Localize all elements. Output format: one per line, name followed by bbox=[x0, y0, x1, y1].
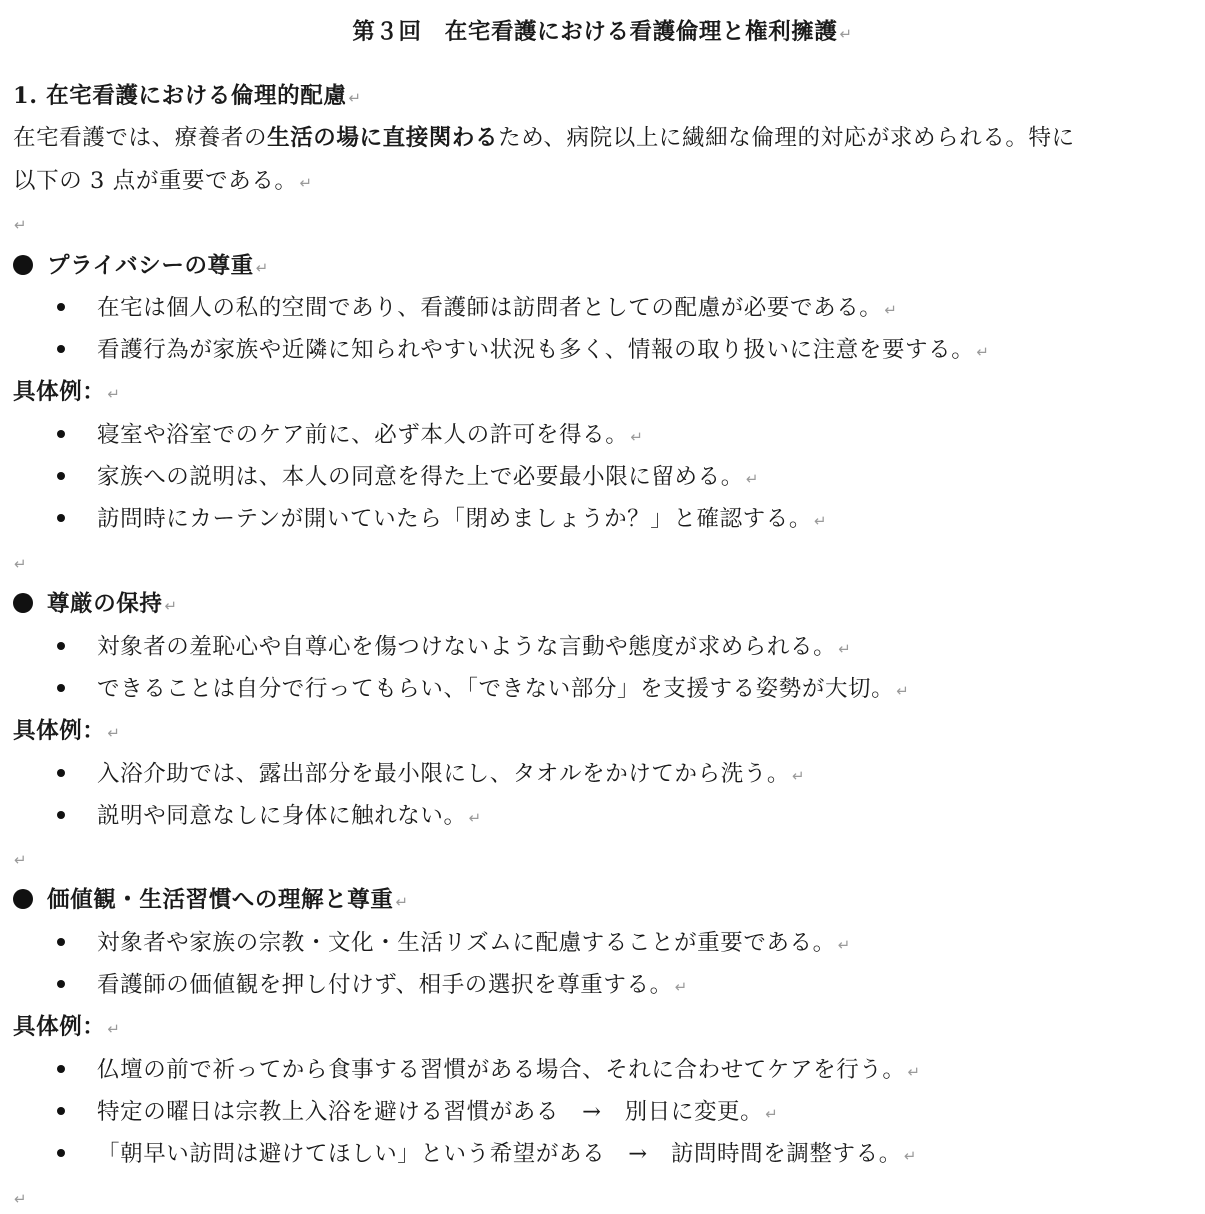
examples-label: 具体例： ↵ bbox=[13, 718, 121, 744]
list-item: 看護師の価値観を押し付けず、相手の選択を尊重する。 ↵ bbox=[57, 970, 688, 1002]
paragraph-mark: ↵ bbox=[348, 89, 362, 107]
bullet-icon bbox=[57, 1149, 65, 1157]
list-item: 家族への説明は、本人の同意を得た上で必要最小限に留める。 ↵ bbox=[57, 462, 759, 494]
list-item: 「朝早い訪問は避けてほしい」という希望がある → 訪問時間を調整する。 ↵ bbox=[57, 1139, 917, 1171]
list-item: できることは自分で行ってもらい、「できない部分」を支援する姿勢が大切。 ↵ bbox=[57, 674, 909, 706]
bullet-icon bbox=[13, 889, 33, 909]
bullet-icon bbox=[57, 980, 65, 988]
examples-label: 具体例： ↵ bbox=[13, 1014, 121, 1040]
list-item: 対象者や家族の宗教・文化・生活リズムに配慮することが重要である。 ↵ bbox=[57, 928, 851, 960]
empty-paragraph: ↵ bbox=[14, 1190, 28, 1208]
bullet-icon bbox=[57, 303, 65, 311]
list-item: 入浴介助では、露出部分を最小限にし、タオルをかけてから洗う。 ↵ bbox=[57, 759, 805, 791]
dignity-heading: 尊厳の保持 ↵ bbox=[13, 589, 178, 621]
privacy-heading: プライバシーの尊重 ↵ bbox=[13, 251, 269, 283]
emphasis-text: 生活の場に直接関わる bbox=[267, 125, 499, 151]
bullet-icon bbox=[57, 514, 65, 522]
paragraph-mark: ↵ bbox=[839, 25, 853, 43]
examples-label: 具体例： ↵ bbox=[13, 379, 121, 405]
bullet-icon bbox=[13, 593, 33, 613]
bullet-icon bbox=[57, 811, 65, 819]
document-title: 第３回 在宅看護における看護倫理と権利擁護 ↵ bbox=[352, 19, 853, 45]
bullet-icon bbox=[57, 1107, 65, 1115]
list-item: 説明や同意なしに身体に触れない。 ↵ bbox=[57, 801, 482, 833]
list-item: 対象者の羞恥心や自尊心を傷つけないような言動や態度が求められる。 ↵ bbox=[57, 632, 851, 664]
intro-line-1: 在宅看護では、療養者の生活の場に直接関わるため、病院以上に繊細な倫理的対応が求められる。特に bbox=[13, 125, 1075, 151]
list-item: 寝室や浴室でのケア前に、必ず本人の許可を得る。 ↵ bbox=[57, 420, 643, 452]
values-heading: 価値観・生活習慣への理解と尊重 ↵ bbox=[13, 885, 409, 917]
empty-paragraph: ↵ bbox=[14, 216, 28, 234]
list-item: 特定の曜日は宗教上入浴を避ける習慣がある → 別日に変更。 ↵ bbox=[57, 1097, 778, 1129]
bullet-icon bbox=[13, 255, 33, 275]
list-item: 仏壇の前で祈ってから食事する習慣がある場合、それに合わせてケアを行う。 ↵ bbox=[57, 1055, 921, 1087]
section-heading: 1. 在宅看護における倫理的配慮 ↵ bbox=[13, 83, 362, 109]
bullet-icon bbox=[57, 472, 65, 480]
bullet-icon bbox=[57, 938, 65, 946]
bullet-icon bbox=[57, 430, 65, 438]
bullet-icon bbox=[57, 1065, 65, 1073]
paragraph-mark: ↵ bbox=[299, 174, 313, 192]
bullet-icon bbox=[57, 769, 65, 777]
bullet-icon bbox=[57, 345, 65, 353]
bullet-icon bbox=[57, 642, 65, 650]
list-item: 看護行為が家族や近隣に知られやすい状況も多く、情報の取り扱いに注意を要する。 ↵ bbox=[57, 335, 990, 367]
list-item: 訪問時にカーテンが開いていたら「閉めましょうか？」と確認する。 ↵ bbox=[57, 504, 827, 536]
list-item: 在宅は個人の私的空間であり、看護師は訪問者としての配慮が必要である。 ↵ bbox=[57, 293, 898, 325]
empty-paragraph: ↵ bbox=[14, 555, 28, 573]
bullet-icon bbox=[57, 684, 65, 692]
intro-line-2: 以下の 3 点が重要である。 ↵ bbox=[13, 168, 313, 194]
empty-paragraph: ↵ bbox=[14, 851, 28, 869]
